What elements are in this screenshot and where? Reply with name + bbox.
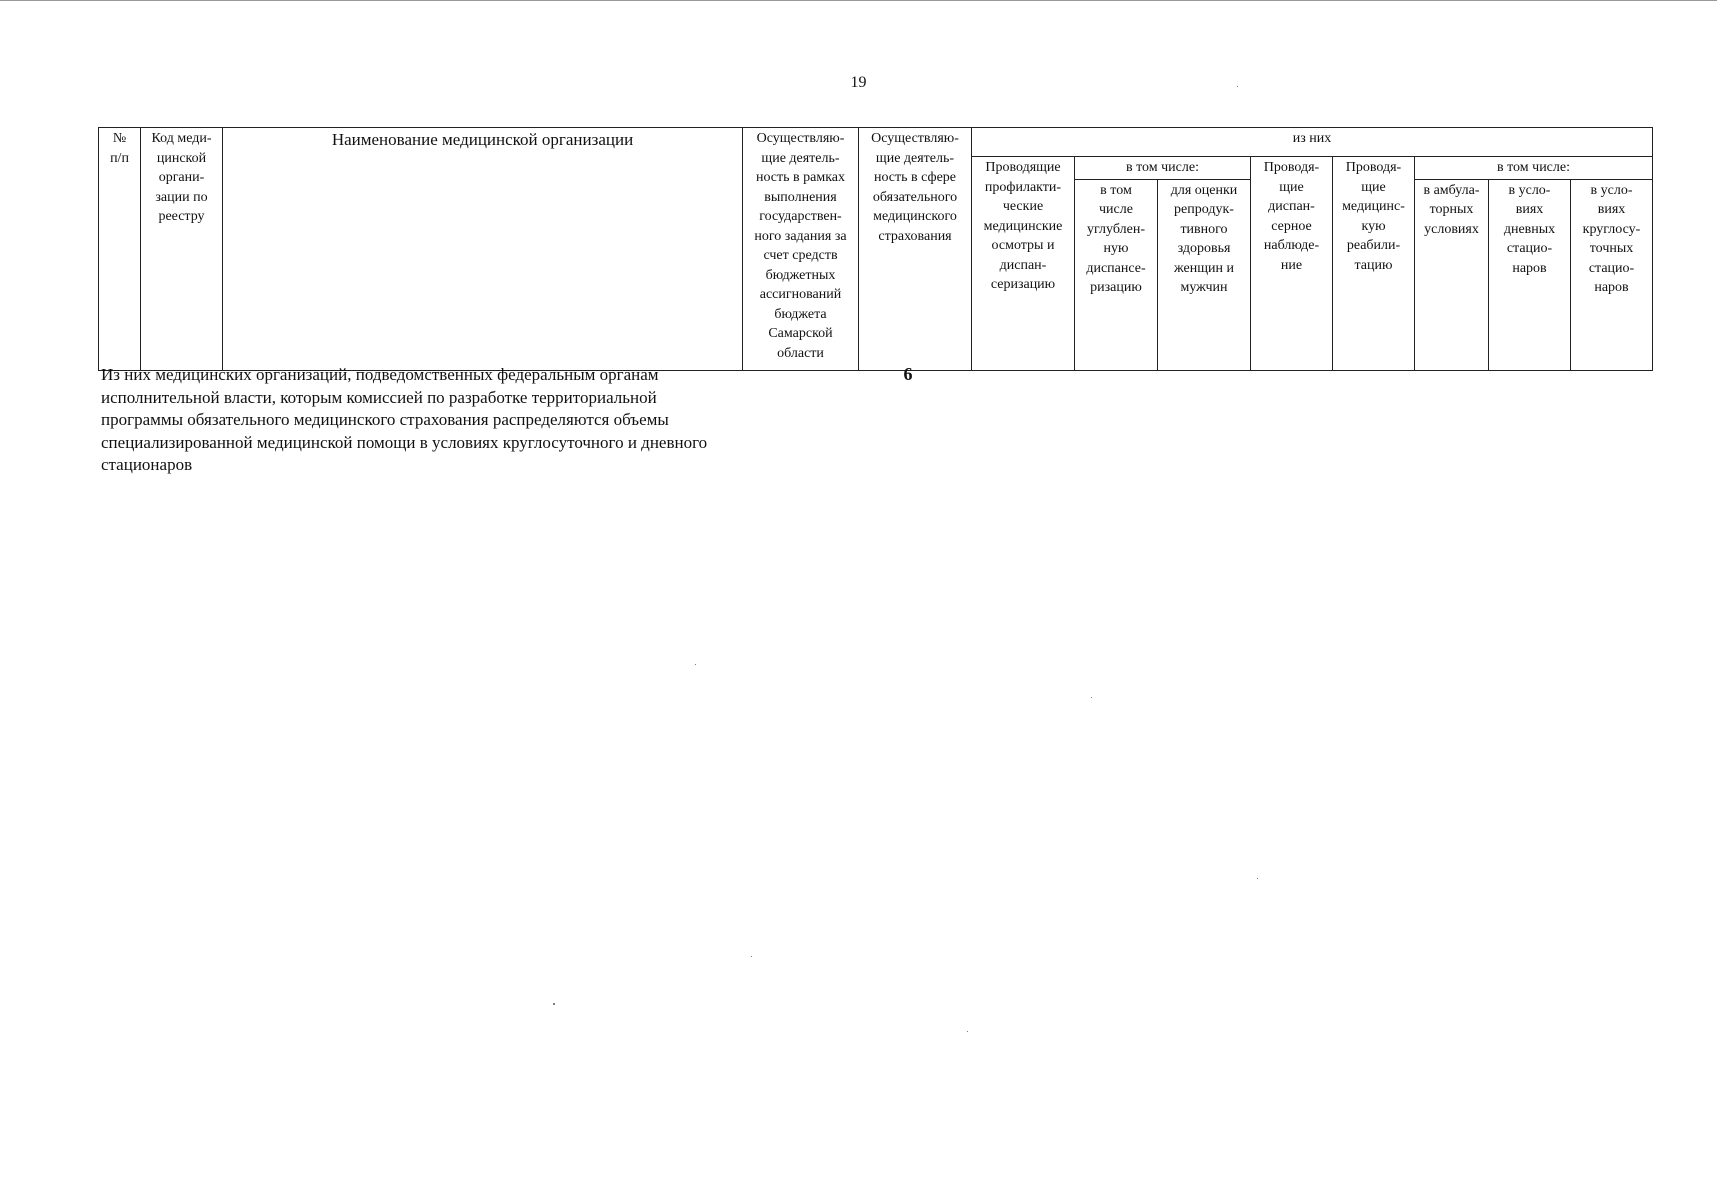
header-including-1: в том числе: xyxy=(1075,157,1251,180)
scan-speck xyxy=(1237,86,1238,87)
header-oms: Осуществляю- щие деятель- ность в сфере обязательного медицинского страхования xyxy=(859,128,972,371)
scan-speck xyxy=(1091,697,1092,698)
header-of-them: из них xyxy=(972,128,1653,157)
federal-organizations-count: 6 xyxy=(903,364,913,384)
header-in-depth-dispensarization: в том числе углублен- ную диспансе- ризацию xyxy=(1075,179,1158,370)
header-round-clock-hospital: в усло- виях круглосу- точных стацио- наров xyxy=(1571,179,1653,370)
scan-speck xyxy=(695,664,696,665)
header-outpatient: в амбула- торных условиях xyxy=(1415,179,1489,370)
header-organization-name: Наименование медицинской организации xyxy=(223,128,743,371)
header-state-task: Осуществляю- щие деятель- ность в рамках выполнения государствен- ного задания за счет средств бюджетных ассигнований бюджета Самарской области xyxy=(743,128,859,371)
scan-speck xyxy=(751,956,752,957)
header-day-hospital: в усло- виях дневных стацио- наров xyxy=(1489,179,1571,370)
header-rehabilitation: Проводя- щие медицинс- кую реабили- тацию xyxy=(1333,157,1415,371)
header-registry-code: Код меди- цинской органи- зации по реестру xyxy=(141,128,223,371)
scan-speck xyxy=(1257,878,1258,879)
header-reproductive-health: для оценки репродук- тивного здоровья женщин и мужчин xyxy=(1158,179,1251,370)
header-dispensary-observation: Проводя- щие диспан- серное наблюде- ние xyxy=(1251,157,1333,371)
scan-speck xyxy=(553,1003,555,1005)
page-number: 19 xyxy=(850,74,867,91)
header-row-number: № п/п xyxy=(99,128,141,371)
header-including-2: в том числе: xyxy=(1415,157,1653,180)
medical-organizations-table xyxy=(98,127,1653,371)
page-top-edge xyxy=(0,0,1717,1)
header-preventive-exams: Проводящие профилакти- ческие медицинские осмотры и диспан- серизацию xyxy=(972,157,1075,371)
scan-speck xyxy=(967,1031,968,1032)
federal-organizations-summary: Из них медицинских организаций, подведомственных федеральным органам исполнительной власти, которым комиссией по разработке территориальной программы обязательного медицинского страхования распределяются объемы специализированной медицинской помощи в условиях круглосуточного и дневного стационаров xyxy=(101,365,708,474)
